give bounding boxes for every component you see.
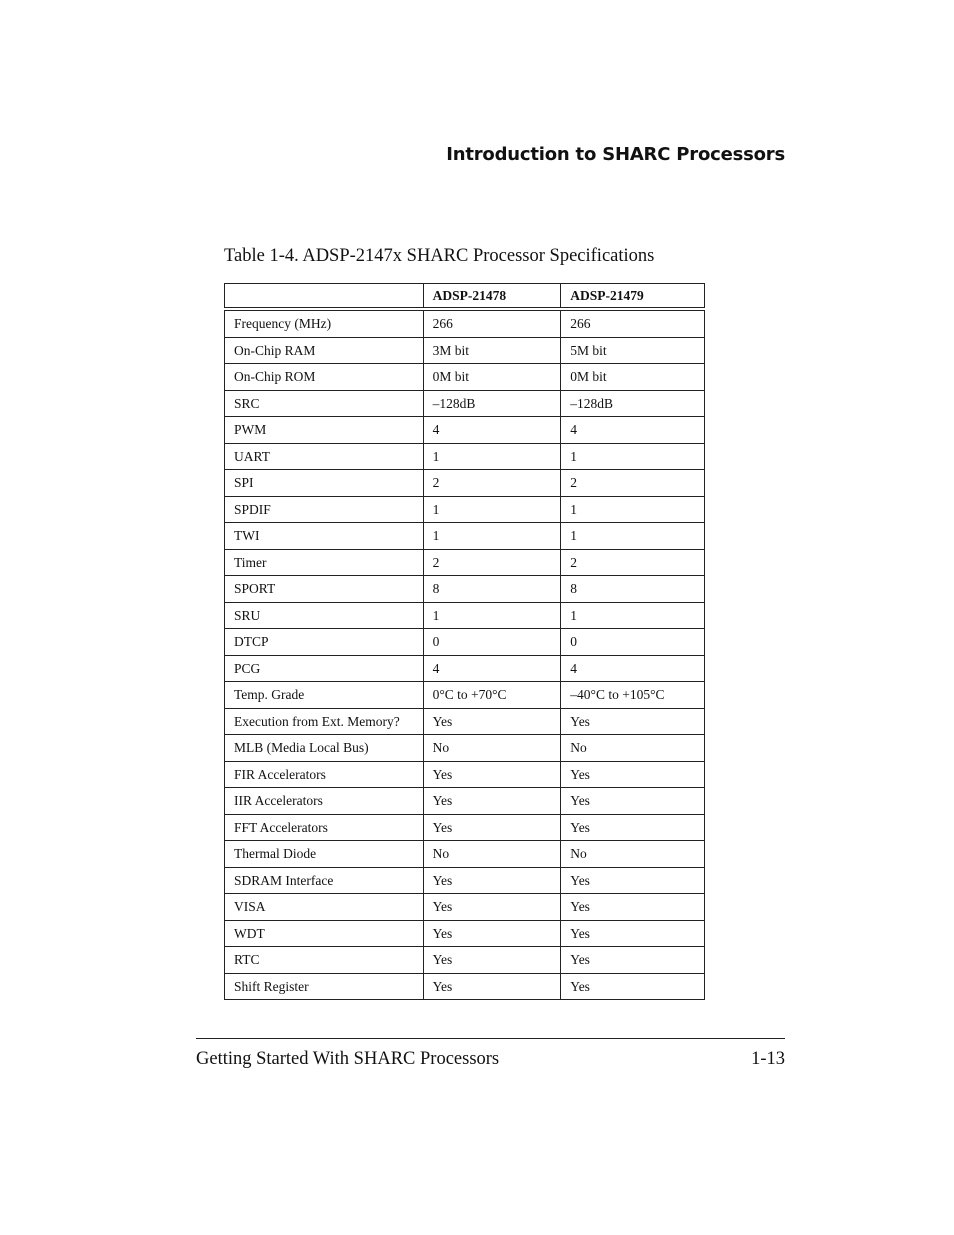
row-label-cell: VISA xyxy=(225,894,424,921)
row-label-cell: UART xyxy=(225,443,424,470)
table-row xyxy=(225,973,705,1000)
adsp-21478-value-cell: 1 xyxy=(423,602,561,629)
table-row xyxy=(225,735,705,762)
row-label-cell: SRU xyxy=(225,602,424,629)
adsp-21478-value-cell: Yes xyxy=(423,867,561,894)
table-row xyxy=(225,576,705,603)
table-row xyxy=(225,947,705,974)
row-label-cell: Execution from Ext. Memory? xyxy=(225,708,424,735)
adsp-21479-value-cell: –40°C to +105°C xyxy=(561,682,705,709)
adsp-21478-value-cell: 4 xyxy=(423,417,561,444)
adsp-21478-value-cell: 1 xyxy=(423,443,561,470)
adsp-21478-value-cell: 2 xyxy=(423,549,561,576)
table-row xyxy=(225,337,705,364)
adsp-21479-value-cell: 8 xyxy=(561,576,705,603)
adsp-21478-value-cell: 1 xyxy=(423,496,561,523)
table-row xyxy=(225,523,705,550)
table-row xyxy=(225,655,705,682)
row-label-cell: SPI xyxy=(225,470,424,497)
row-label-cell: On-Chip ROM xyxy=(225,364,424,391)
adsp-21478-value-cell: –128dB xyxy=(423,390,561,417)
adsp-21479-value-cell: 2 xyxy=(561,549,705,576)
row-label-cell: Shift Register xyxy=(225,973,424,1000)
footer-rule xyxy=(196,1038,785,1039)
adsp-21478-value-cell: 2 xyxy=(423,470,561,497)
table-row xyxy=(225,894,705,921)
row-label-cell: DTCP xyxy=(225,629,424,656)
adsp-21478-value-cell: 0M bit xyxy=(423,364,561,391)
adsp-21478-value-cell: Yes xyxy=(423,761,561,788)
adsp-21478-value-cell: 3M bit xyxy=(423,337,561,364)
row-label-cell: FFT Accelerators xyxy=(225,814,424,841)
adsp-21479-value-cell: Yes xyxy=(561,788,705,815)
table-row xyxy=(225,496,705,523)
running-header: Introduction to SHARC Processors xyxy=(446,144,785,165)
adsp-21478-value-cell: Yes xyxy=(423,920,561,947)
table-row xyxy=(225,841,705,868)
adsp-21478-value-cell: 0°C to +70°C xyxy=(423,682,561,709)
adsp-21478-value-cell: 4 xyxy=(423,655,561,682)
header-cell-adsp-21479: ADSP-21479 xyxy=(561,284,705,310)
table-row xyxy=(225,364,705,391)
row-label-cell: FIR Accelerators xyxy=(225,761,424,788)
table-row xyxy=(225,443,705,470)
table-row xyxy=(225,788,705,815)
adsp-21479-value-cell: Yes xyxy=(561,708,705,735)
table-row xyxy=(225,814,705,841)
table-row xyxy=(225,708,705,735)
row-label-cell: MLB (Media Local Bus) xyxy=(225,735,424,762)
row-label-cell: Temp. Grade xyxy=(225,682,424,709)
adsp-21478-value-cell: Yes xyxy=(423,788,561,815)
table-caption: Table 1-4. ADSP-2147x SHARC Processor Specifications xyxy=(224,246,655,266)
adsp-21478-value-cell: 266 xyxy=(423,309,561,337)
adsp-21478-value-cell: Yes xyxy=(423,708,561,735)
table-row xyxy=(225,682,705,709)
table-row xyxy=(225,629,705,656)
adsp-21479-value-cell: Yes xyxy=(561,814,705,841)
spec-table xyxy=(224,283,705,1000)
table-row xyxy=(225,309,705,337)
adsp-21478-value-cell: Yes xyxy=(423,973,561,1000)
adsp-21479-value-cell: 1 xyxy=(561,443,705,470)
table-row xyxy=(225,390,705,417)
row-label-cell: TWI xyxy=(225,523,424,550)
table-body xyxy=(225,309,705,1000)
row-label-cell: SPDIF xyxy=(225,496,424,523)
adsp-21479-value-cell: 4 xyxy=(561,655,705,682)
table-header-row xyxy=(225,284,705,310)
adsp-21479-value-cell: 4 xyxy=(561,417,705,444)
row-label-cell: PCG xyxy=(225,655,424,682)
adsp-21479-value-cell: Yes xyxy=(561,920,705,947)
adsp-21479-value-cell: Yes xyxy=(561,947,705,974)
adsp-21479-value-cell: 0M bit xyxy=(561,364,705,391)
footer-title: Getting Started With SHARC Processors xyxy=(196,1049,500,1069)
adsp-21479-value-cell: 1 xyxy=(561,496,705,523)
adsp-21479-value-cell: 1 xyxy=(561,523,705,550)
row-label-cell: WDT xyxy=(225,920,424,947)
table-row xyxy=(225,549,705,576)
adsp-21479-value-cell: 1 xyxy=(561,602,705,629)
table-row xyxy=(225,417,705,444)
adsp-21478-value-cell: Yes xyxy=(423,814,561,841)
adsp-21478-value-cell: 1 xyxy=(423,523,561,550)
row-label-cell: RTC xyxy=(225,947,424,974)
adsp-21479-value-cell: –128dB xyxy=(561,390,705,417)
adsp-21479-value-cell: Yes xyxy=(561,761,705,788)
page-number: 1-13 xyxy=(751,1049,785,1069)
adsp-21478-value-cell: 0 xyxy=(423,629,561,656)
adsp-21478-value-cell: No xyxy=(423,841,561,868)
adsp-21478-value-cell: 8 xyxy=(423,576,561,603)
adsp-21478-value-cell: Yes xyxy=(423,894,561,921)
adsp-21478-value-cell: No xyxy=(423,735,561,762)
header-cell-feature xyxy=(225,284,424,310)
adsp-21479-value-cell: No xyxy=(561,841,705,868)
adsp-21479-value-cell: 5M bit xyxy=(561,337,705,364)
table-row xyxy=(225,761,705,788)
row-label-cell: On-Chip RAM xyxy=(225,337,424,364)
adsp-21479-value-cell: 2 xyxy=(561,470,705,497)
adsp-21479-value-cell: Yes xyxy=(561,973,705,1000)
row-label-cell: IIR Accelerators xyxy=(225,788,424,815)
adsp-21479-value-cell: Yes xyxy=(561,894,705,921)
row-label-cell: Timer xyxy=(225,549,424,576)
adsp-21478-value-cell: Yes xyxy=(423,947,561,974)
adsp-21479-value-cell: 266 xyxy=(561,309,705,337)
table-row xyxy=(225,602,705,629)
adsp-21479-value-cell: No xyxy=(561,735,705,762)
row-label-cell: Frequency (MHz) xyxy=(225,309,424,337)
adsp-21479-value-cell: 0 xyxy=(561,629,705,656)
table-row xyxy=(225,470,705,497)
adsp-21479-value-cell: Yes xyxy=(561,867,705,894)
row-label-cell: SRC xyxy=(225,390,424,417)
row-label-cell: Thermal Diode xyxy=(225,841,424,868)
row-label-cell: SDRAM Interface xyxy=(225,867,424,894)
header-cell-adsp-21478: ADSP-21478 xyxy=(423,284,561,310)
table-row xyxy=(225,920,705,947)
row-label-cell: SPORT xyxy=(225,576,424,603)
row-label-cell: PWM xyxy=(225,417,424,444)
table-row xyxy=(225,867,705,894)
